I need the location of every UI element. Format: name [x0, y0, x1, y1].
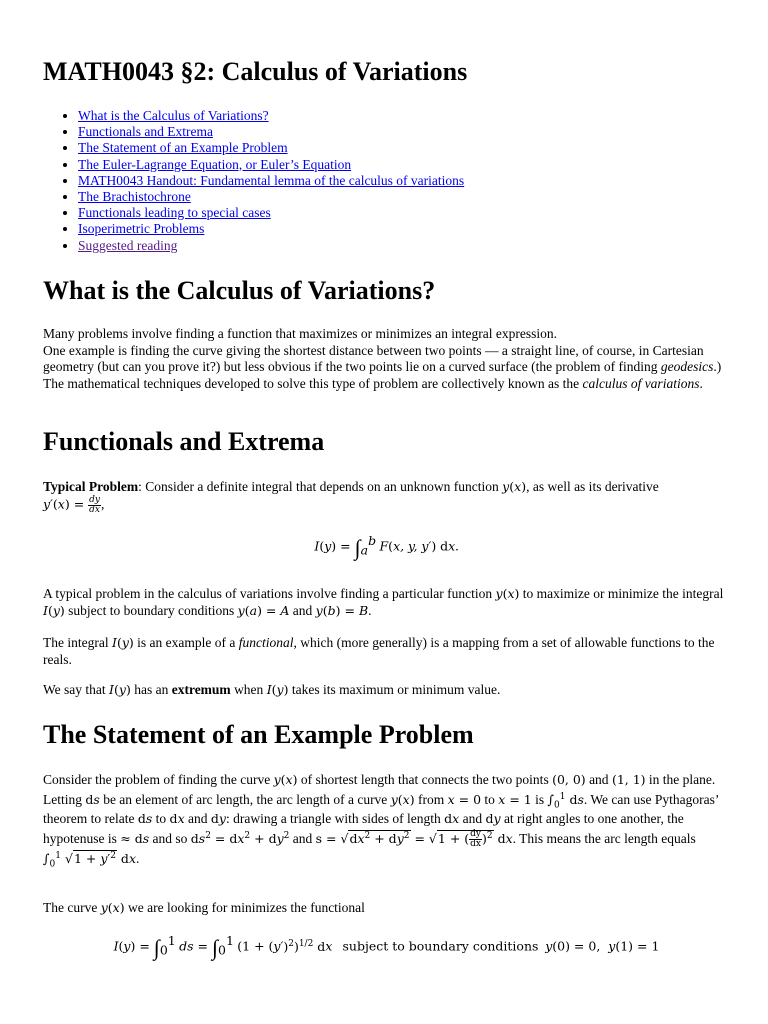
equation-arc-length-functional: $I(y) = \int_0^1$ ds = $\int_0^1$ $(1 + (y')^2)^{1/2}$ dx subject to boundary conditions y(0) = 0, y(1) = 1 [113, 933, 660, 960]
paragraph: Many problems involve finding a function that maximizes or minimizes an integral expression. [43, 326, 558, 341]
paragraph-functional-definition: The integral I(y) is an example of a functional, which (more generally) is a mapping from a set of allowable functions to the reals. [43, 635, 715, 667]
paragraph: One example is finding the curve giving the shortest distance between two points — a straight line, of course, in Cartesian geometry (but can you prove it?) but less obvious if the two points lie on a curved surface (the problem of finding geodesics.) [43, 342, 722, 375]
toc-link-reading[interactable]: Suggested reading [78, 237, 178, 253]
toc-item [78, 205, 730, 221]
toc-item [78, 221, 730, 237]
heading-functionals: Functionals and Extrema [43, 427, 325, 456]
toc-item [78, 157, 730, 173]
heading-what-is: What is the Calculus of Variations? [43, 276, 436, 305]
section-what-is-body [43, 326, 730, 393]
paragraph-extremum: We say that I(y) has an extremum when I(y) takes its maximum or minimum value. [43, 682, 501, 697]
toc-link-euler-lagrange[interactable]: The Euler-Lagrange Equation, or Euler’s Equation [78, 156, 352, 172]
toc-item [78, 140, 730, 156]
page-title: MATH0043 §2: Calculus of Variations [43, 57, 468, 86]
toc-link-functionals[interactable]: Functionals and Extrema [78, 124, 213, 140]
toc-item [78, 189, 730, 205]
toc-link-what-is[interactable]: What is the Calculus of Variations? [78, 108, 269, 123]
toc-item [78, 238, 730, 254]
toc-link-brachistochrone[interactable]: The Brachistochrone [78, 189, 191, 205]
paragraph-arc-length: Consider the problem of finding the curve y(x) of shortest length that connects the two points (0, 0) and (1, 1) in the plane. Letting ds be an element of arc length, the arc length of a curve y(x) from x = 0 to x = 1 is $\int_0^1$ ds. We can use Pythagoras’ theorem to relate ds to dx and dy: drawing a triangle with sides of length dx and dy at right angles to one another, the hypotenuse is ≈ ds and so $ds^2 = dx^2 + dy^2$ and $s = √dx^2 + dy^2 = √1$ + ( $\frac{dy}{dx}$ )$^2$ dx. This means the arc length equals $\int_0^1$ $√1 + y'^2$ dx. [43, 772, 719, 870]
paragraph-typical-problem-2: A typical problem in the calculus of variations involve finding a particular function y(x) to maximize or minimize the integral I(y) subject to boundary conditions y(a) = A and y(b) = B. [43, 586, 724, 618]
toc-item [78, 173, 730, 189]
heading-statement: The Statement of an Example Problem [43, 720, 474, 749]
table-of-contents [43, 108, 730, 254]
equation-functional: $I(y) = \int_a^b$ F(x, y, y′) dx. [314, 533, 459, 560]
toc-item [78, 124, 730, 140]
paragraph: The mathematical techniques developed to solve this type of problem are collectively known as the calculus of variations. [43, 376, 703, 392]
toc-link-handout[interactable]: MATH0043 Handout: Fundamental lemma of the calculus of variations [78, 172, 465, 188]
toc-item [78, 108, 730, 124]
paragraph-minimizes: The curve y(x) we are looking for minimizes the functional [43, 900, 365, 915]
toc-link-special-cases[interactable]: Functionals leading to special cases [78, 205, 271, 221]
toc-link-isoperimetric[interactable]: Isoperimetric Problems [78, 221, 205, 237]
toc-link-statement[interactable]: The Statement of an Example Problem [78, 140, 288, 156]
typical-problem-paragraph: Typical Problem: Consider a definite integral that depends on an unknown function y(x), as well as its derivative y′(x) = $\frac{dy}{dx}$ , [43, 479, 659, 515]
